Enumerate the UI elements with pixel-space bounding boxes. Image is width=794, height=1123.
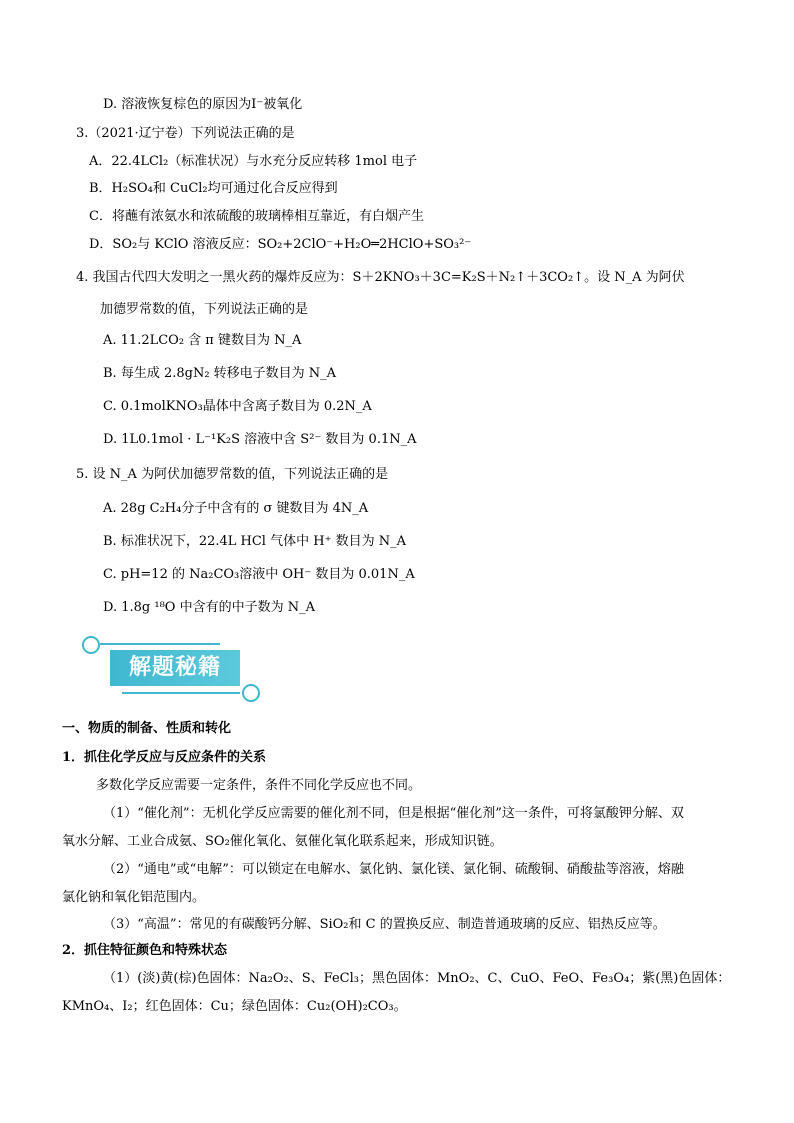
q4-option-a: A. 11.2LCO₂ 含 π 键数目为 N_A [103, 333, 302, 348]
q5-option-d: D. 1.8g ¹⁸O 中含有的中子数为 N_A [103, 600, 315, 615]
banner-line-top [100, 643, 220, 645]
section-banner [82, 632, 267, 704]
q3-option-b: B．H₂SO₄和 CuCl₂均可通过化合反应得到 [89, 181, 338, 196]
para2-line1: （2）“通电”或“电解”：可以锁定在电解水、氯化钠、氯化镁、氯化铜、硫酸铜、硝酸盐等溶液，熔融 [103, 862, 684, 877]
q4-stem-line2: 加德罗常数的值，下列说法正确的是 [100, 302, 309, 317]
q3-stem: 3.（2021·辽宁卷）下列说法正确的是 [76, 126, 295, 141]
q3-option-d: D．SO₂与 KClO 溶液反应：SO₂+2ClO⁻+H₂O═2HClO+SO₃²⁻ [89, 237, 472, 252]
q4-option-b: B. 每生成 2.8gN₂ 转移电子数目为 N_A [103, 366, 337, 381]
banner-ring-left [82, 636, 100, 654]
banner-ring-right [242, 684, 260, 702]
q5-option-c: C. pH=12 的 Na₂CO₃溶液中 OH⁻ 数目为 0.01N_A [103, 567, 415, 582]
q4-option-c: C. 0.1molKNO₃晶体中含离子数目为 0.2N_A [103, 399, 372, 414]
para3: （3）“高温”：常见的有碳酸钙分解、SiO₂和 C 的置换反应、制造普通玻璃的反应、铝热反应等。 [103, 917, 666, 932]
banner-title: 解题秘籍 [110, 650, 240, 686]
banner-line-bottom [122, 692, 240, 694]
section-heading: 一、物质的制备、性质和转化 [62, 721, 232, 736]
q5-option-a: A. 28g C₂H₄分子中含有的 σ 键数目为 4N_A [103, 501, 369, 516]
sub1-intro: 多数化学反应需要一定条件，条件不同化学反应也不同。 [96, 778, 422, 793]
para1-line1: （1）“催化剂”：无机化学反应需要的催化剂不同，但是根据“催化剂”这一条件，可将氯酸钾分解、双 [103, 806, 684, 821]
q4-stem-line1: 4. 我国古代四大发明之一黑火药的爆炸反应为：S＋2KNO₃＋3C=K₂S＋N₂↑＋3CO₂↑。设 N_A 为阿伏 [76, 270, 685, 285]
q3-option-c: C．将蘸有浓氨水和浓硫酸的玻璃棒相互靠近，有白烟产生 [89, 209, 424, 224]
para4-line2: KMnO₄、I₂；红色固体：Cu；绿色固体：Cu₂(OH)₂CO₃。 [62, 999, 407, 1014]
sub2-heading: 2．抓住特征颜色和特殊状态 [62, 943, 228, 958]
q3-option-a: A．22.4LCl₂（标准状况）与水充分反应转移 1mol 电子 [89, 154, 418, 169]
para1-line2: 氧水分解、工业合成氨、SO₂催化氧化、氨催化氧化联系起来，形成知识链。 [62, 834, 503, 849]
para4-line1: （1）(淡)黄(棕)色固体：Na₂O₂、S、FeCl₃；黑色固体：MnO₂、C、CuO、FeO、Fe₃O₄；紫(黑)色固体： [103, 971, 731, 986]
para2-line2: 氯化钠和氧化铝范围内。 [62, 890, 206, 905]
q5-option-b: B. 标准状况下，22.4L HCl 气体中 H⁺ 数目为 N_A [103, 534, 406, 549]
q2-option-d: D. 溶液恢复棕色的原因为I⁻被氧化 [103, 97, 303, 112]
q4-option-d: D. 1L0.1mol · L⁻¹K₂S 溶液中含 S²⁻ 数目为 0.1N_A [103, 432, 417, 447]
sub1-heading: 1．抓住化学反应与反应条件的关系 [62, 750, 267, 765]
q5-stem: 5. 设 N_A 为阿伏加德罗常数的值，下列说法正确的是 [76, 467, 389, 482]
